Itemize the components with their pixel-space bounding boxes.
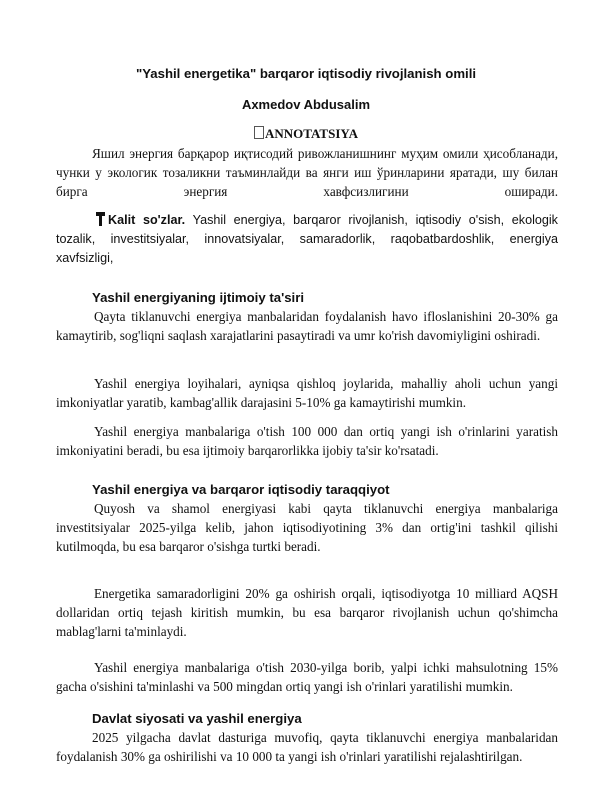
paragraph: Yashil energiya manbalariga o'tish 100 000 dan ortiq yangi ish o'rinlarini yaratish imkoniyatini beradi, bu esa ijtimoiy barqarorlikka ijobiy ta'sir ko'rsatadi. [56,424,558,458]
paragraph: 2025 yilgacha davlat dasturiga muvofiq, qayta tiklanuvchi energiya manbalaridan foydalanish 30% ga oshirilishi va 10 000 ta yangi ish o'rinlari yaratilishi rejalashtirilgan. [56,730,558,764]
keywords-paragraph [56,211,558,268]
pushpin-icon [96,212,105,226]
missing-glyph-icon [254,126,264,139]
paragraph: Yashil energiya manbalariga o'tish 2030-yilga borib, yalpi ichki mahsulotning 15% gacha o'sishini ta'minlashi va 500 mingdan ortiq yangi ish o'rinlari yaratilishi mumkin. [56,660,558,694]
section-heading-policy: Davlat siyosati va yashil energiya [92,711,302,726]
paragraph: Energetika samaradorligini 20% ga oshirish orqali, iqtisodiyotga 10 milliard AQSH dollaridan ortiq tejash kiritish mumkin, bu esa barqaror rivojlanish uchun qo'shimcha mablag'larni ta'minlaydi. [56,586,558,639]
keywords-label: Kalit so'zlar. [108,213,186,227]
author-name: Axmedov Abdusalim [241,97,371,112]
paper-title: "Yashil energetika" barqaror iqtisodiy rivojlanish omili [135,66,477,81]
paragraph: Yashil energiya loyihalari, ayniqsa qishloq joylarida, mahalliy aholi uchun yangi imkoniyatlar yaratib, kambag'allik darajasini 5-10% ga kamaytirishi mumkin. [56,376,558,410]
annotation-heading-text: ANNOTATSIYA [265,126,358,141]
paragraph: Quyosh va shamol energiyasi kabi qayta tiklanuvchi energiya manbalariga investitsiyalar 2025-yilga kelib, jahon iqtisodiyotining 3% dan ortig'ini tashkil qilishi kutilmoqda, bu esa barqaror o'sishga turtki beradi. [56,501,558,554]
section-heading-economic: Yashil energiya va barqaror iqtisodiy taraqqiyot [92,482,390,497]
annotation-heading [0,126,612,142]
section-heading-social: Yashil energiyaning ijtimoiy ta'siri [92,290,305,305]
annotation-text: Яшил энергия барқарор иқтисодий ривожланишнинг муҳим омили ҳисобланади, чунки у экологик тозаликни таъминлайди ва янги иш ўринларини яратади, шу билан бирга энергия хавфсизлигини оширади. [56,146,558,199]
keywords-text: Yashil energiya, barqaror rivojlanish, iqtisodiy o'sish, ekologik tozalik, investitsiyalar, innovatsiyalar, samaradorlik, raqobatbardoshlik, energiya xavfsizligi, [56,213,558,265]
paragraph: Qayta tiklanuvchi energiya manbalaridan foydalanish havo ifloslanishini 20-30% ga kamaytirib, sog'liqni saqlash xarajatlarini pasaytiradi va umr ko'rish davomiyligini oshiradi. [56,309,558,343]
